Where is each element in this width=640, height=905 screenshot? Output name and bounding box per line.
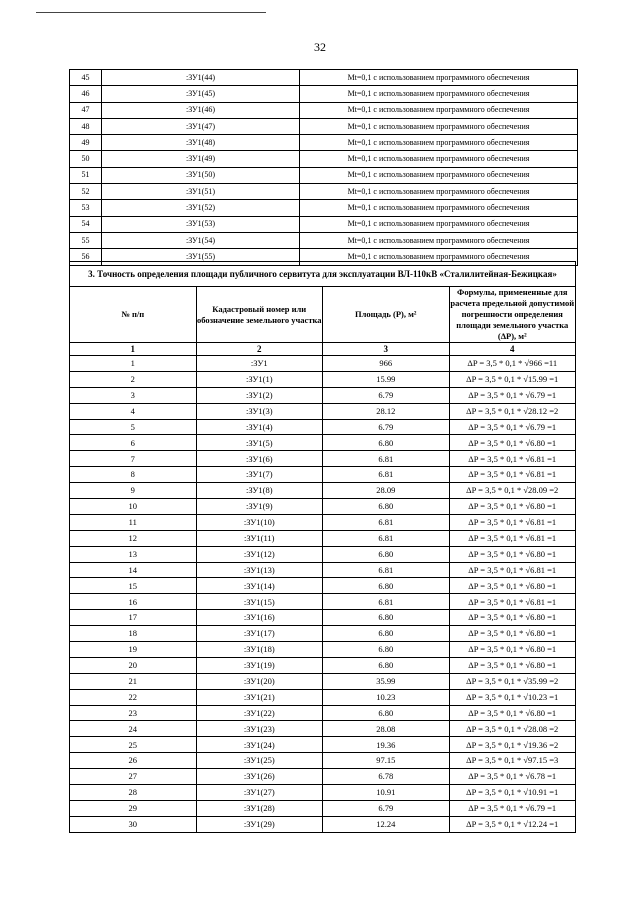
row-area: 6.80 xyxy=(323,578,450,594)
row-area: 6.80 xyxy=(323,435,450,451)
row-designation: :ЗУ1(8) xyxy=(196,483,323,499)
row-designation: :ЗУ1(52) xyxy=(102,200,300,216)
table-row xyxy=(70,530,576,546)
table-row xyxy=(70,403,576,419)
row-designation: :ЗУ1(7) xyxy=(196,467,323,483)
row-area: 6.80 xyxy=(323,610,450,626)
row-number: 12 xyxy=(70,530,197,546)
row-formula: ΔP = 3,5 * 0,1 * √6.79 =1 xyxy=(449,387,576,403)
row-method: Mt=0,1 с использованием программного обеспечения xyxy=(300,70,578,86)
row-designation: :ЗУ1(45) xyxy=(102,86,300,102)
row-number: 25 xyxy=(70,737,197,753)
row-method: Mt=0,1 с использованием программного обеспечения xyxy=(300,118,578,134)
row-area: 6.81 xyxy=(323,530,450,546)
row-designation: :ЗУ1(47) xyxy=(102,118,300,134)
row-designation: :ЗУ1(6) xyxy=(196,451,323,467)
table-row xyxy=(70,200,578,216)
row-number: 29 xyxy=(70,800,197,816)
row-number: 46 xyxy=(70,86,102,102)
row-number: 10 xyxy=(70,499,197,515)
row-designation: :ЗУ1(12) xyxy=(196,546,323,562)
row-number: 50 xyxy=(70,151,102,167)
row-designation: :ЗУ1(4) xyxy=(196,419,323,435)
table-row xyxy=(70,610,576,626)
row-method: Mt=0,1 с использованием программного обеспечения xyxy=(300,86,578,102)
row-number: 20 xyxy=(70,657,197,673)
row-formula: ΔP = 3,5 * 0,1 * √10.91 =1 xyxy=(449,785,576,801)
table-row xyxy=(70,467,576,483)
table-row xyxy=(70,232,578,248)
row-area: 6.81 xyxy=(323,451,450,467)
row-formula: ΔP = 3,5 * 0,1 * √97.15 =3 xyxy=(449,753,576,769)
row-number: 27 xyxy=(70,769,197,785)
row-number: 2 xyxy=(70,371,197,387)
area-accuracy-table xyxy=(69,261,576,833)
row-area: 6.79 xyxy=(323,387,450,403)
row-designation: :ЗУ1(50) xyxy=(102,167,300,183)
row-formula: ΔP = 3,5 * 0,1 * √6.81 =1 xyxy=(449,530,576,546)
table-row xyxy=(70,167,578,183)
row-number: 16 xyxy=(70,594,197,610)
row-designation: :ЗУ1(17) xyxy=(196,626,323,642)
table-row xyxy=(70,721,576,737)
row-designation: :ЗУ1(28) xyxy=(196,800,323,816)
row-designation: :ЗУ1 xyxy=(196,356,323,372)
row-method: Mt=0,1 с использованием программного обеспечения xyxy=(300,167,578,183)
row-designation: :ЗУ1(22) xyxy=(196,705,323,721)
table-row xyxy=(70,135,578,151)
row-formula: ΔP = 3,5 * 0,1 * √28.12 =2 xyxy=(449,403,576,419)
row-area: 10.91 xyxy=(323,785,450,801)
row-number: 13 xyxy=(70,546,197,562)
row-area: 6.79 xyxy=(323,800,450,816)
row-number: 54 xyxy=(70,216,102,232)
row-formula: ΔP = 3,5 * 0,1 * √6.79 =1 xyxy=(449,419,576,435)
table-row xyxy=(70,689,576,705)
table-row xyxy=(70,816,576,832)
row-designation: :ЗУ1(48) xyxy=(102,135,300,151)
row-number: 55 xyxy=(70,232,102,248)
row-method: Mt=0,1 с использованием программного обеспечения xyxy=(300,249,578,265)
col-number-1: 1 xyxy=(70,343,197,356)
row-designation: :ЗУ1(11) xyxy=(196,530,323,546)
table-row xyxy=(70,705,576,721)
row-number: 23 xyxy=(70,705,197,721)
table-row xyxy=(70,657,576,673)
table-row xyxy=(70,642,576,658)
row-area: 12.24 xyxy=(323,816,450,832)
row-designation: :ЗУ1(19) xyxy=(196,657,323,673)
row-number: 8 xyxy=(70,467,197,483)
row-designation: :ЗУ1(23) xyxy=(196,721,323,737)
row-number: 15 xyxy=(70,578,197,594)
row-formula: ΔP = 3,5 * 0,1 * √6.80 =1 xyxy=(449,546,576,562)
row-number: 11 xyxy=(70,514,197,530)
row-designation: :ЗУ1(1) xyxy=(196,371,323,387)
row-number: 6 xyxy=(70,435,197,451)
row-formula: ΔP = 3,5 * 0,1 * √6.81 =1 xyxy=(449,451,576,467)
row-area: 15.99 xyxy=(323,371,450,387)
header-area: Площадь (P), м² xyxy=(323,287,450,343)
row-area: 6.80 xyxy=(323,626,450,642)
row-formula: ΔP = 3,5 * 0,1 * √6.81 =1 xyxy=(449,562,576,578)
row-formula: ΔP = 3,5 * 0,1 * √19.36 =2 xyxy=(449,737,576,753)
col-number-4: 4 xyxy=(449,343,576,356)
row-method: Mt=0,1 с использованием программного обеспечения xyxy=(300,135,578,151)
row-formula: ΔP = 3,5 * 0,1 * √6.81 =1 xyxy=(449,594,576,610)
row-designation: :ЗУ1(13) xyxy=(196,562,323,578)
table-row xyxy=(70,371,576,387)
row-number: 56 xyxy=(70,249,102,265)
table-row xyxy=(70,102,578,118)
row-formula: ΔP = 3,5 * 0,1 * √6.80 =1 xyxy=(449,626,576,642)
row-number: 45 xyxy=(70,70,102,86)
col-number-2: 2 xyxy=(196,343,323,356)
row-area: 28.08 xyxy=(323,721,450,737)
row-number: 53 xyxy=(70,200,102,216)
row-area: 97.15 xyxy=(323,753,450,769)
row-area: 6.80 xyxy=(323,705,450,721)
row-area: 28.12 xyxy=(323,403,450,419)
row-number: 30 xyxy=(70,816,197,832)
row-method: Mt=0,1 с использованием программного обеспечения xyxy=(300,216,578,232)
row-number: 9 xyxy=(70,483,197,499)
row-formula: ΔP = 3,5 * 0,1 * √6.80 =1 xyxy=(449,705,576,721)
row-designation: :ЗУ1(25) xyxy=(196,753,323,769)
row-area: 6.81 xyxy=(323,594,450,610)
row-formula: ΔP = 3,5 * 0,1 * √10.23 =1 xyxy=(449,689,576,705)
row-formula: ΔP = 3,5 * 0,1 * √6.80 =1 xyxy=(449,435,576,451)
row-designation: :ЗУ1(15) xyxy=(196,594,323,610)
row-number: 5 xyxy=(70,419,197,435)
row-designation: :ЗУ1(21) xyxy=(196,689,323,705)
row-number: 21 xyxy=(70,673,197,689)
row-formula: ΔP = 3,5 * 0,1 * √6.79 =1 xyxy=(449,800,576,816)
row-formula: ΔP = 3,5 * 0,1 * √6.81 =1 xyxy=(449,467,576,483)
row-method: Mt=0,1 с использованием программного обеспечения xyxy=(300,151,578,167)
table-row xyxy=(70,753,576,769)
row-number: 19 xyxy=(70,642,197,658)
row-number: 51 xyxy=(70,167,102,183)
row-designation: :ЗУ1(9) xyxy=(196,499,323,515)
table-row xyxy=(70,769,576,785)
col-number-3: 3 xyxy=(323,343,450,356)
header-cadastral: Кадастровый номер или обозначение земельного участка xyxy=(196,287,323,343)
table-row xyxy=(70,578,576,594)
row-formula: ΔP = 3,5 * 0,1 * √6.80 =1 xyxy=(449,610,576,626)
row-number: 24 xyxy=(70,721,197,737)
row-designation: :ЗУ1(10) xyxy=(196,514,323,530)
row-designation: :ЗУ1(46) xyxy=(102,102,300,118)
table-row xyxy=(70,594,576,610)
row-area: 19.36 xyxy=(323,737,450,753)
row-number: 7 xyxy=(70,451,197,467)
row-number: 49 xyxy=(70,135,102,151)
table-row xyxy=(70,356,576,372)
row-designation: :ЗУ1(24) xyxy=(196,737,323,753)
row-number: 47 xyxy=(70,102,102,118)
table-row xyxy=(70,216,578,232)
row-designation: :ЗУ1(55) xyxy=(102,249,300,265)
table-row xyxy=(70,626,576,642)
row-designation: :ЗУ1(29) xyxy=(196,816,323,832)
row-designation: :ЗУ1(49) xyxy=(102,151,300,167)
row-number: 1 xyxy=(70,356,197,372)
section-title: 3. Точность определения площади публичного сервитута для эксплуатации ВЛ-110кВ «Сталилитейная-Бежицкая» xyxy=(70,262,576,287)
row-designation: :ЗУ1(44) xyxy=(102,70,300,86)
row-designation: :ЗУ1(18) xyxy=(196,642,323,658)
row-number: 26 xyxy=(70,753,197,769)
row-formula: ΔP = 3,5 * 0,1 * √966 =11 xyxy=(449,356,576,372)
row-designation: :ЗУ1(2) xyxy=(196,387,323,403)
table-row xyxy=(70,184,578,200)
row-designation: :ЗУ1(14) xyxy=(196,578,323,594)
row-formula: ΔP = 3,5 * 0,1 * √28.08 =2 xyxy=(449,721,576,737)
row-formula: ΔP = 3,5 * 0,1 * √15.99 =1 xyxy=(449,371,576,387)
header-formula: Формулы, примененные для расчета предельной допустимой погрешности определения площади земельного участка (ΔP), м² xyxy=(450,287,575,341)
row-formula: ΔP = 3,5 * 0,1 * √6.80 =1 xyxy=(449,642,576,658)
row-area: 6.80 xyxy=(323,657,450,673)
row-area: 6.81 xyxy=(323,562,450,578)
row-designation: :ЗУ1(27) xyxy=(196,785,323,801)
row-area: 6.81 xyxy=(323,514,450,530)
table-row xyxy=(70,499,576,515)
table-row xyxy=(70,800,576,816)
row-number: 14 xyxy=(70,562,197,578)
row-formula: ΔP = 3,5 * 0,1 * √6.80 =1 xyxy=(449,499,576,515)
row-number: 52 xyxy=(70,184,102,200)
table-row xyxy=(70,514,576,530)
row-number: 48 xyxy=(70,118,102,134)
table-row xyxy=(70,737,576,753)
row-designation: :ЗУ1(26) xyxy=(196,769,323,785)
table-row xyxy=(70,562,576,578)
table-row xyxy=(70,70,578,86)
row-number: 4 xyxy=(70,403,197,419)
row-designation: :ЗУ1(53) xyxy=(102,216,300,232)
row-area: 6.78 xyxy=(323,769,450,785)
row-designation: :ЗУ1(54) xyxy=(102,232,300,248)
row-number: 17 xyxy=(70,610,197,626)
page-number: 32 xyxy=(314,40,326,54)
row-formula: ΔP = 3,5 * 0,1 * √28.09 =2 xyxy=(449,483,576,499)
row-area: 6.81 xyxy=(323,467,450,483)
table-row xyxy=(70,673,576,689)
row-method: Mt=0,1 с использованием программного обеспечения xyxy=(300,232,578,248)
row-formula: ΔP = 3,5 * 0,1 * √6.80 =1 xyxy=(449,578,576,594)
row-number: 18 xyxy=(70,626,197,642)
row-method: Mt=0,1 с использованием программного обеспечения xyxy=(300,200,578,216)
row-designation: :ЗУ1(16) xyxy=(196,610,323,626)
row-designation: :ЗУ1(3) xyxy=(196,403,323,419)
row-designation: :ЗУ1(5) xyxy=(196,435,323,451)
row-area: 10.23 xyxy=(323,689,450,705)
row-designation: :ЗУ1(20) xyxy=(196,673,323,689)
table-row xyxy=(70,419,576,435)
row-area: 6.79 xyxy=(323,419,450,435)
row-formula: ΔP = 3,5 * 0,1 * √6.78 =1 xyxy=(449,769,576,785)
table-row xyxy=(70,118,578,134)
row-area: 966 xyxy=(323,356,450,372)
continued-table xyxy=(69,69,578,266)
header-number: № п/п xyxy=(70,287,197,343)
row-number: 3 xyxy=(70,387,197,403)
row-area: 6.80 xyxy=(323,499,450,515)
row-formula: ΔP = 3,5 * 0,1 * √35.99 =2 xyxy=(449,673,576,689)
top-scan-line xyxy=(36,12,266,13)
row-area: 6.80 xyxy=(323,546,450,562)
row-area: 28.09 xyxy=(323,483,450,499)
table-row xyxy=(70,86,578,102)
row-number: 28 xyxy=(70,785,197,801)
table-row xyxy=(70,483,576,499)
row-method: Mt=0,1 с использованием программного обеспечения xyxy=(300,184,578,200)
row-formula: ΔP = 3,5 * 0,1 * √6.81 =1 xyxy=(449,514,576,530)
table-row xyxy=(70,387,576,403)
row-number: 22 xyxy=(70,689,197,705)
table-row xyxy=(70,785,576,801)
row-area: 6.80 xyxy=(323,642,450,658)
row-area: 35.99 xyxy=(323,673,450,689)
table-row xyxy=(70,546,576,562)
row-designation: :ЗУ1(51) xyxy=(102,184,300,200)
row-formula: ΔP = 3,5 * 0,1 * √12.24 =1 xyxy=(449,816,576,832)
row-formula: ΔP = 3,5 * 0,1 * √6.80 =1 xyxy=(449,657,576,673)
table-row xyxy=(70,435,576,451)
table-row xyxy=(70,151,578,167)
table-row xyxy=(70,451,576,467)
row-method: Mt=0,1 с использованием программного обеспечения xyxy=(300,102,578,118)
